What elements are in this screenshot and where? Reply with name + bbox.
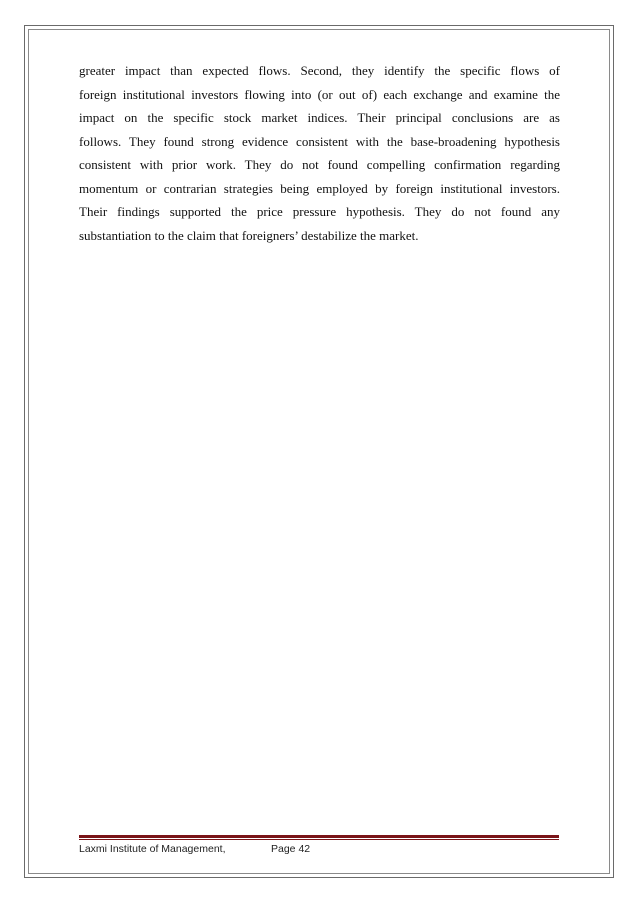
body-text xyxy=(79,59,560,247)
text-line-8: substantiation to the claim that foreigners’ destabilize the market. xyxy=(79,227,419,243)
footer-page-number: Page 42 xyxy=(271,843,311,855)
footer-institute: Laxmi Institute of Management, xyxy=(79,843,226,855)
text-line-1: greater impact than expected flows. Second, they identify the specific flows of xyxy=(79,63,560,78)
text-line-2: foreign institutional investors flowing into (or out of) each exchange and examine the xyxy=(79,86,560,102)
text-line-5: consistent with prior work. They do not found compelling confirmation regarding xyxy=(79,157,560,172)
text-line-7: Their findings supported the price pressure hypothesis. They do not found any xyxy=(79,204,560,219)
footer-rule-thin xyxy=(79,839,559,840)
text-line-3: impact on the specific stock market indices. Their principal conclusions are as xyxy=(79,110,560,125)
text-line-4: follows. They found strong evidence consistent with the base-broadening hypothesis xyxy=(79,133,560,149)
footer-rule-thick xyxy=(79,835,559,838)
text-line-6: momentum or contrarian strategies being employed by foreign institutional investors. xyxy=(79,180,560,196)
page-footer xyxy=(79,843,559,855)
paragraph xyxy=(79,59,560,247)
